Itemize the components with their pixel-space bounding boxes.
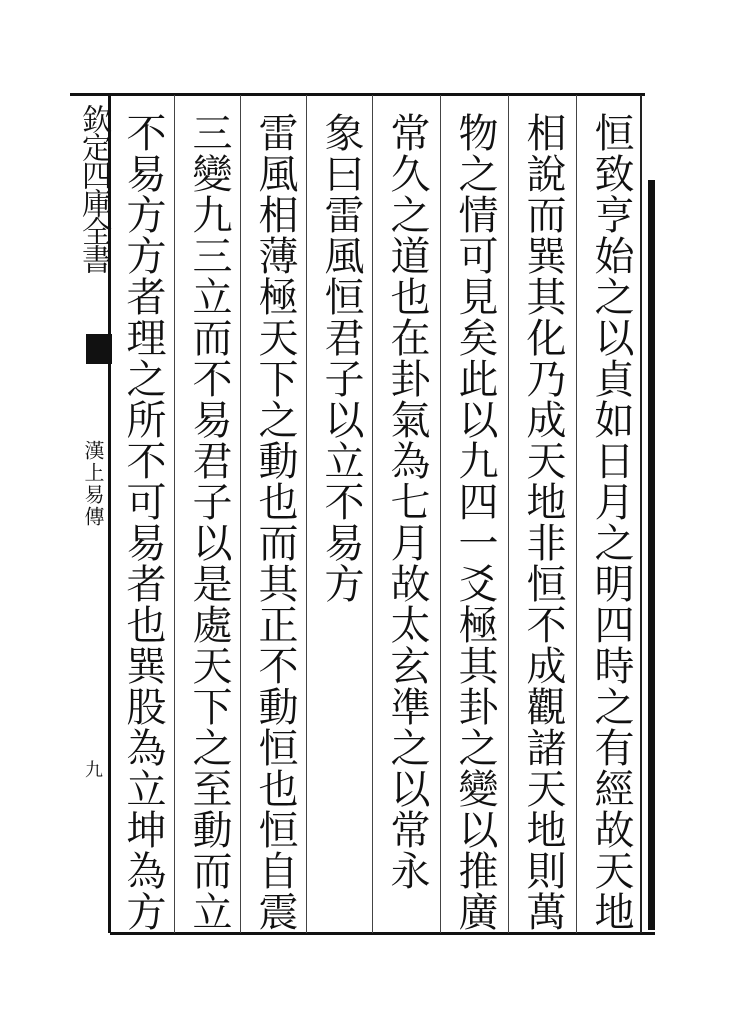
frame-right-rule: [640, 95, 642, 933]
column-divider: [576, 95, 577, 933]
column-divider: [508, 95, 509, 933]
text-column-6: 雷風相薄極天下之動也而其正不動恒也恒自震: [252, 112, 298, 932]
text-column-1: 恒致亨始之以貞如日月之明四時之有經故天地: [588, 112, 634, 932]
column-divider: [306, 95, 307, 933]
text-column-3: 物之情可見矣此以九四一爻極其卦之變以推廣: [452, 112, 498, 932]
column-divider: [440, 95, 441, 933]
text-column-8: 不易方方者理之所不可易者也巽股為立坤為方: [120, 112, 166, 932]
text-column-5: 象曰雷風恒君子以立不易方: [318, 112, 364, 604]
margin-work-title: 漢上易傳: [81, 440, 105, 528]
column-divider: [174, 95, 175, 933]
margin-book-title: 欽定四庫全書: [76, 104, 111, 272]
text-column-4: 常久之道也在卦氣為七月故太玄凖之以常永: [384, 112, 430, 891]
frame-top-rule: [70, 93, 645, 96]
column-divider: [372, 95, 373, 933]
frame-bottom-rule: [110, 932, 655, 935]
margin-page-number: 九: [82, 760, 103, 778]
margin-fishtail-block: [86, 334, 112, 364]
frame-right-thick-rule: [648, 180, 655, 930]
column-divider: [240, 95, 241, 933]
text-column-2: 相說而巽其化乃成天地非恒不成觀諸天地則萬: [520, 112, 566, 932]
text-column-7: 三變九三立而不易君子以是處天下之至動而立: [186, 112, 232, 932]
